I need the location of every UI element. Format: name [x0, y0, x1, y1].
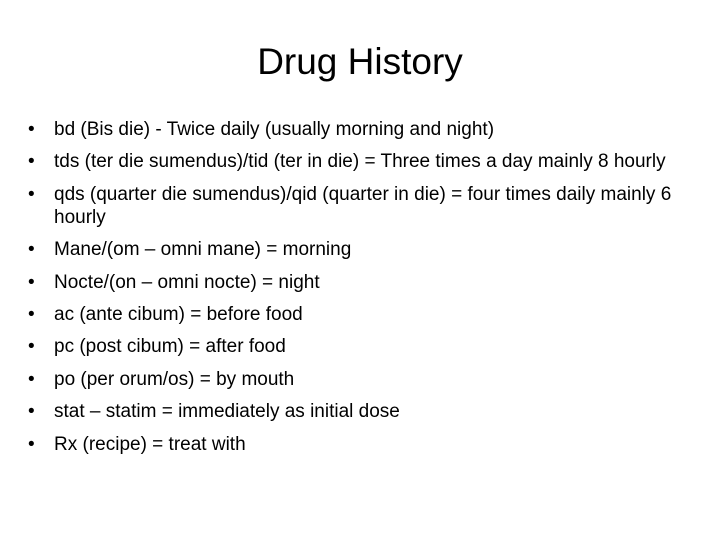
bullet-dot-icon: • — [28, 239, 35, 261]
bullet-item — [28, 118, 712, 141]
bullet-dot-icon: • — [28, 368, 35, 390]
bullet-item — [28, 271, 712, 294]
bullet-dot-icon: • — [28, 183, 35, 205]
bullet-item — [28, 303, 712, 326]
bullet-dot-icon: • — [28, 336, 35, 358]
bullet-text: Mane/(om – omni mane) = morning — [54, 239, 352, 261]
bullet-dot-icon: • — [28, 401, 35, 423]
bullet-dot-icon: • — [28, 151, 35, 173]
bullet-item — [28, 183, 712, 229]
bullet-dot-icon: • — [28, 271, 35, 293]
bullet-dot-icon: • — [28, 433, 35, 455]
bullet-item — [28, 150, 712, 173]
bullet-text: Nocte/(on – omni nocte) = night — [54, 271, 320, 293]
bullet-text: Rx (recipe) = treat with — [54, 433, 246, 455]
slide-title: Drug History — [257, 41, 463, 82]
bullet-text: pc (post cibum) = after food — [54, 336, 286, 358]
bullet-dot-icon: • — [28, 303, 35, 325]
bullet-text: po (per orum/os) = by mouth — [54, 368, 295, 390]
bullet-text: bd (Bis die) - Twice daily (usually morning and night) — [54, 119, 495, 140]
bullet-text: qds (quarter die sumendus)/qid (quarter in die) = four times daily mainly 6 hourly — [54, 183, 672, 228]
bullet-item — [28, 335, 712, 358]
bullet-text: ac (ante cibum) = before food — [54, 303, 303, 325]
bullet-item — [28, 400, 712, 423]
bullet-dot-icon: • — [28, 119, 35, 140]
bullet-list — [28, 118, 712, 465]
bullet-item — [28, 238, 712, 261]
bullet-item — [28, 433, 712, 456]
bullet-text: tds (ter die sumendus)/tid (ter in die) = Three times a day mainly 8 hourly — [54, 151, 666, 173]
bullet-item — [28, 368, 712, 391]
bullet-text: stat – statim = immediately as initial dose — [54, 401, 400, 423]
